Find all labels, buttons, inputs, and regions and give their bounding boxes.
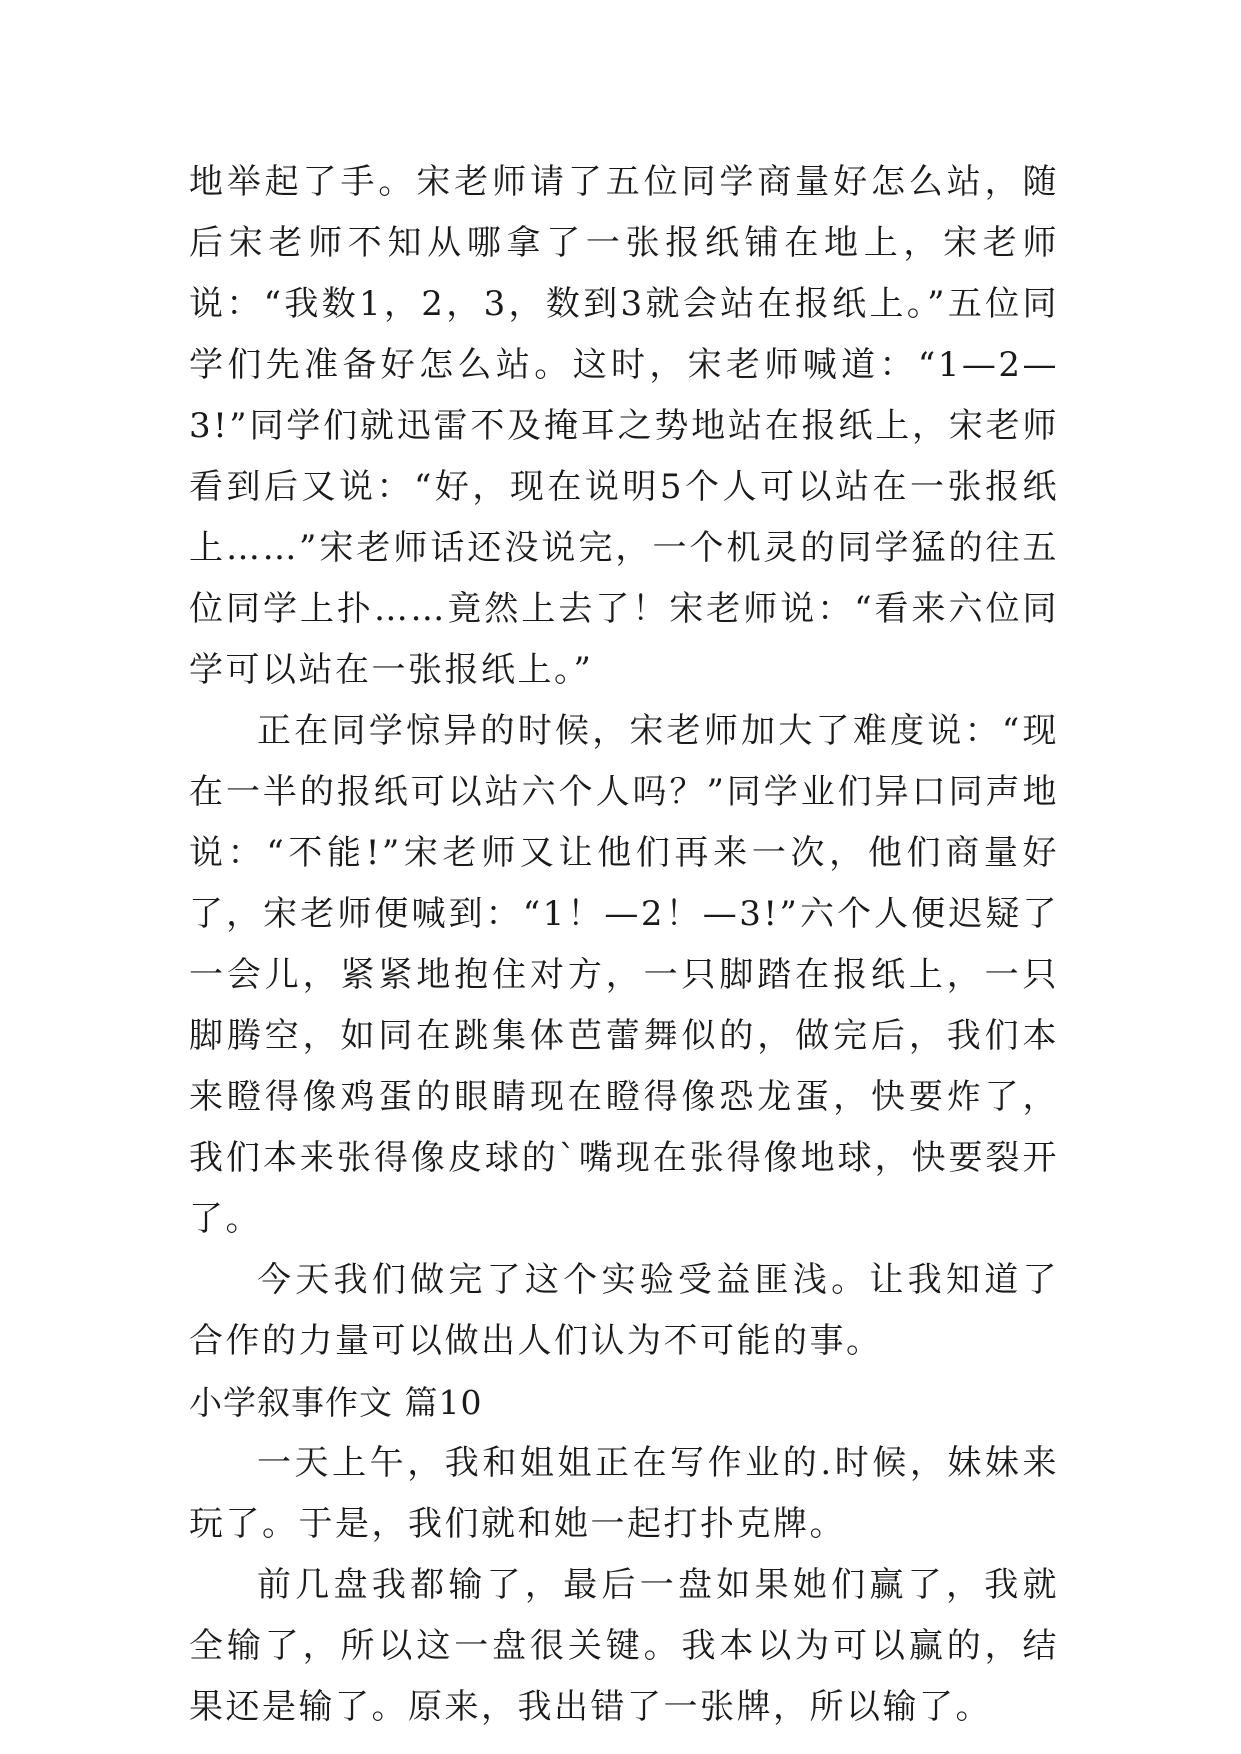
paragraph-lesson-learned: 今天我们做完了这个实验受益匪浅。让我知道了合作的力量可以做出人们认为不可能的事。 <box>189 1260 1059 1361</box>
paragraph-card-game-intro: 一天上午，我和姐姐正在写作业的.时候，妹妹来玩了。于是，我们就和她一起打扑克牌。 <box>189 1443 1059 1544</box>
paragraph-experiment-story: 地举起了手。宋老师请了五位同学商量好怎么站，随后宋老师不知从哪拿了一张报纸铺在地上，宋老师说：“我数1，2，3，数到3就会站在报纸上。”五位同学们先准备好怎么站。这时，宋老师喊道：“1—2—3!”同学们就迅雷不及掩耳之势地站在报纸上，宋老师看到后又说：“好，现在说明5个人可以站在一张报纸上……”宋老师话还没说完，一个机灵的同学猛的往五位同学上扑……竟然上去了！宋老师说：“看来六位同学可以站在一张报纸上。” <box>189 162 1059 690</box>
paragraph-half-newspaper: 正在同学惊异的时候，宋老师加大了难度说：“现在一半的报纸可以站六个人吗？”同学业们异口同声地说：“不能!”宋老师又让他们再来一次，他们商量好了，宋老师便喊到：“1！—2！—3!”六个人便迟疑了一会儿，紧紧地抱住对方，一只脚踏在报纸上，一只脚腾空，如同在跳集体芭蕾舞似的，做完后，我们本来瞪得像鸡蛋的眼睛现在瞪得像恐龙蛋，快要炸了，我们本来张得像皮球的`嘴现在张得像地球，快要裂开了。 <box>189 711 1059 1239</box>
paragraph-card-game-result: 前几盘我都输了，最后一盘如果她们赢了，我就全输了，所以这一盘很关键。我本以为可以赢的，结果还是输了。原来，我出错了一张牌，所以输了。 <box>189 1565 1059 1727</box>
document-body <box>189 152 1059 1738</box>
section-heading: 小学叙事作文 篇10 <box>189 1383 483 1422</box>
